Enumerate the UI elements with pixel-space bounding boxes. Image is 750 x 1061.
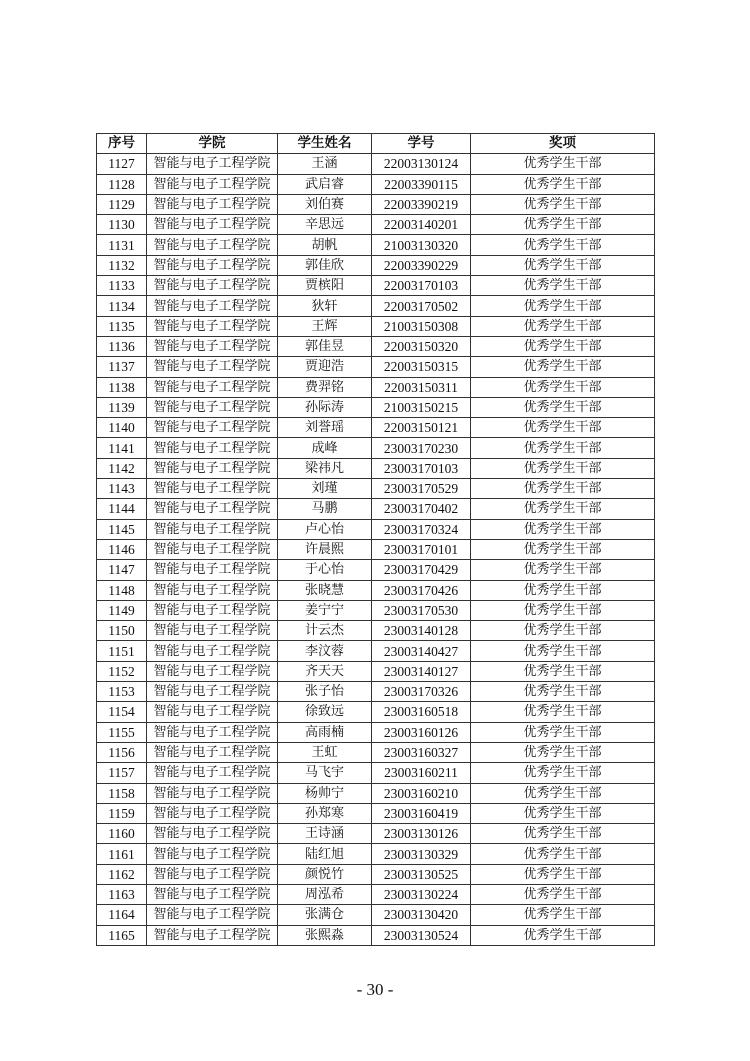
cell-student-name: 梁祎凡 [278,458,372,478]
cell-award: 优秀学生干部 [471,479,655,499]
cell-student-id: 22003390219 [372,194,471,214]
cell-student-name: 陆红旭 [278,844,372,864]
cell-student-name: 高雨楠 [278,722,372,742]
table-row [97,235,655,255]
cell-college: 智能与电子工程学院 [147,377,278,397]
cell-student-name: 于心怡 [278,560,372,580]
cell-college: 智能与电子工程学院 [147,641,278,661]
award-list-table [96,133,655,946]
cell-college: 智能与电子工程学院 [147,783,278,803]
table-row [97,255,655,275]
cell-student-name: 成峰 [278,438,372,458]
cell-student-id: 23003140128 [372,621,471,641]
table-row [97,194,655,214]
table-row [97,479,655,499]
cell-award: 优秀学生干部 [471,255,655,275]
cell-award: 优秀学生干部 [471,174,655,194]
table-row [97,336,655,356]
cell-student-name: 郭佳欣 [278,255,372,275]
cell-award: 优秀学生干部 [471,438,655,458]
cell-index: 1149 [97,600,147,620]
cell-student-id: 22003130124 [372,154,471,174]
cell-index: 1165 [97,925,147,945]
cell-index: 1161 [97,844,147,864]
cell-index: 1131 [97,235,147,255]
cell-student-name: 武启睿 [278,174,372,194]
cell-award: 优秀学生干部 [471,600,655,620]
cell-award: 优秀学生干部 [471,276,655,296]
cell-index: 1140 [97,418,147,438]
cell-award: 优秀学生干部 [471,418,655,438]
cell-college: 智能与电子工程学院 [147,580,278,600]
cell-index: 1144 [97,499,147,519]
table-row [97,560,655,580]
cell-index: 1147 [97,560,147,580]
cell-award: 优秀学生干部 [471,844,655,864]
table-row [97,884,655,904]
cell-college: 智能与电子工程学院 [147,539,278,559]
cell-index: 1133 [97,276,147,296]
header-student-name: 学生姓名 [278,134,372,154]
cell-award: 优秀学生干部 [471,154,655,174]
cell-student-id: 23003170324 [372,519,471,539]
cell-award: 优秀学生干部 [471,783,655,803]
cell-student-id: 22003150320 [372,336,471,356]
table-row [97,418,655,438]
cell-award: 优秀学生干部 [471,397,655,417]
cell-award: 优秀学生干部 [471,905,655,925]
cell-student-name: 张子怡 [278,682,372,702]
cell-student-id: 21003130320 [372,235,471,255]
cell-index: 1127 [97,154,147,174]
cell-award: 优秀学生干部 [471,499,655,519]
cell-college: 智能与电子工程学院 [147,418,278,438]
cell-index: 1152 [97,661,147,681]
table-row [97,377,655,397]
cell-college: 智能与电子工程学院 [147,519,278,539]
cell-index: 1158 [97,783,147,803]
cell-student-id: 21003150215 [372,397,471,417]
cell-student-name: 李汶蓉 [278,641,372,661]
cell-student-id: 23003130525 [372,864,471,884]
table-row [97,296,655,316]
cell-award: 优秀学生干部 [471,925,655,945]
table-row [97,316,655,336]
cell-award: 优秀学生干部 [471,580,655,600]
cell-index: 1145 [97,519,147,539]
cell-index: 1132 [97,255,147,275]
cell-award: 优秀学生干部 [471,641,655,661]
table-row [97,844,655,864]
cell-index: 1130 [97,215,147,235]
cell-student-name: 许晨熙 [278,539,372,559]
table-row [97,905,655,925]
cell-award: 优秀学生干部 [471,519,655,539]
cell-student-id: 22003390115 [372,174,471,194]
table-row [97,824,655,844]
cell-student-name: 贾槟阳 [278,276,372,296]
table-row [97,763,655,783]
table-row [97,742,655,762]
cell-student-id: 23003170326 [372,682,471,702]
table-row [97,864,655,884]
cell-student-id: 23003160419 [372,803,471,823]
table-row [97,154,655,174]
cell-student-id: 23003170529 [372,479,471,499]
cell-student-id: 23003160327 [372,742,471,762]
cell-student-id: 23003170429 [372,560,471,580]
cell-award: 优秀学生干部 [471,621,655,641]
cell-index: 1143 [97,479,147,499]
cell-student-id: 23003160518 [372,702,471,722]
cell-index: 1138 [97,377,147,397]
cell-student-name: 费羿铭 [278,377,372,397]
cell-student-id: 23003140427 [372,641,471,661]
cell-award: 优秀学生干部 [471,722,655,742]
cell-student-id: 23003160126 [372,722,471,742]
cell-index: 1129 [97,194,147,214]
table-row [97,621,655,641]
cell-index: 1157 [97,763,147,783]
cell-award: 优秀学生干部 [471,539,655,559]
cell-student-id: 23003130524 [372,925,471,945]
cell-student-name: 卢心怡 [278,519,372,539]
cell-college: 智能与电子工程学院 [147,357,278,377]
table-row [97,600,655,620]
cell-college: 智能与电子工程学院 [147,276,278,296]
cell-college: 智能与电子工程学院 [147,336,278,356]
cell-college: 智能与电子工程学院 [147,803,278,823]
cell-student-name: 周泓希 [278,884,372,904]
cell-student-id: 23003130126 [372,824,471,844]
cell-index: 1163 [97,884,147,904]
cell-student-id: 22003170502 [372,296,471,316]
cell-award: 优秀学生干部 [471,682,655,702]
table-row [97,499,655,519]
cell-award: 优秀学生干部 [471,884,655,904]
cell-award: 优秀学生干部 [471,702,655,722]
cell-college: 智能与电子工程学院 [147,661,278,681]
cell-college: 智能与电子工程学院 [147,844,278,864]
cell-college: 智能与电子工程学院 [147,235,278,255]
table-row [97,539,655,559]
table-body [97,154,655,946]
table-row [97,580,655,600]
cell-student-name: 王辉 [278,316,372,336]
cell-student-id: 23003170230 [372,438,471,458]
cell-student-id: 22003170103 [372,276,471,296]
cell-student-id: 23003170426 [372,580,471,600]
cell-student-name: 张满仓 [278,905,372,925]
cell-index: 1137 [97,357,147,377]
cell-student-id: 23003130329 [372,844,471,864]
cell-college: 智能与电子工程学院 [147,215,278,235]
cell-college: 智能与电子工程学院 [147,742,278,762]
cell-college: 智能与电子工程学院 [147,316,278,336]
cell-award: 优秀学生干部 [471,824,655,844]
cell-student-name: 张晓慧 [278,580,372,600]
cell-award: 优秀学生干部 [471,215,655,235]
cell-student-id: 21003150308 [372,316,471,336]
page-number: - 30 - [356,980,394,999]
cell-student-name: 孙际涛 [278,397,372,417]
cell-student-name: 张熙淼 [278,925,372,945]
cell-student-id: 23003170101 [372,539,471,559]
cell-award: 优秀学生干部 [471,235,655,255]
table-row [97,458,655,478]
cell-student-name: 狄轩 [278,296,372,316]
cell-college: 智能与电子工程学院 [147,600,278,620]
cell-student-name: 齐天天 [278,661,372,681]
header-index: 序号 [97,134,147,154]
cell-award: 优秀学生干部 [471,560,655,580]
cell-index: 1159 [97,803,147,823]
table-row [97,702,655,722]
cell-student-name: 王涵 [278,154,372,174]
cell-student-name: 徐致远 [278,702,372,722]
cell-student-name: 郭佳昱 [278,336,372,356]
cell-index: 1150 [97,621,147,641]
cell-student-id: 23003130224 [372,884,471,904]
cell-student-id: 23003170530 [372,600,471,620]
cell-index: 1135 [97,316,147,336]
cell-student-id: 23003130420 [372,905,471,925]
table-row [97,357,655,377]
cell-index: 1162 [97,864,147,884]
cell-award: 优秀学生干部 [471,357,655,377]
cell-index: 1148 [97,580,147,600]
cell-student-name: 颜悦竹 [278,864,372,884]
cell-index: 1141 [97,438,147,458]
cell-college: 智能与电子工程学院 [147,560,278,580]
cell-index: 1128 [97,174,147,194]
cell-student-id: 23003140127 [372,661,471,681]
cell-college: 智能与电子工程学院 [147,154,278,174]
cell-award: 优秀学生干部 [471,661,655,681]
cell-student-name: 刘伯赛 [278,194,372,214]
cell-student-name: 辛思远 [278,215,372,235]
cell-college: 智能与电子工程学院 [147,499,278,519]
cell-student-name: 马鹏 [278,499,372,519]
cell-college: 智能与电子工程学院 [147,824,278,844]
cell-index: 1139 [97,397,147,417]
table-row [97,661,655,681]
cell-college: 智能与电子工程学院 [147,397,278,417]
cell-index: 1134 [97,296,147,316]
cell-student-name: 王虹 [278,742,372,762]
cell-college: 智能与电子工程学院 [147,194,278,214]
table-row [97,641,655,661]
header-student-id: 学号 [372,134,471,154]
table-row [97,519,655,539]
cell-student-id: 22003140201 [372,215,471,235]
cell-college: 智能与电子工程学院 [147,864,278,884]
cell-award: 优秀学生干部 [471,803,655,823]
cell-college: 智能与电子工程学院 [147,682,278,702]
table-row [97,803,655,823]
cell-student-name: 刘瑾 [278,479,372,499]
cell-college: 智能与电子工程学院 [147,458,278,478]
cell-college: 智能与电子工程学院 [147,763,278,783]
cell-student-id: 23003160210 [372,783,471,803]
table-row [97,215,655,235]
cell-student-name: 姜宁宁 [278,600,372,620]
cell-award: 优秀学生干部 [471,316,655,336]
cell-award: 优秀学生干部 [471,296,655,316]
table-row [97,783,655,803]
cell-index: 1164 [97,905,147,925]
cell-student-name: 王诗涵 [278,824,372,844]
cell-student-id: 22003150121 [372,418,471,438]
cell-student-id: 23003170402 [372,499,471,519]
table-row [97,397,655,417]
cell-index: 1155 [97,722,147,742]
cell-index: 1142 [97,458,147,478]
table-header-row [97,134,655,154]
cell-index: 1146 [97,539,147,559]
cell-college: 智能与电子工程学院 [147,884,278,904]
cell-student-name: 胡帆 [278,235,372,255]
cell-student-name: 孙郑寒 [278,803,372,823]
cell-student-name: 计云杰 [278,621,372,641]
header-college: 学院 [147,134,278,154]
cell-college: 智能与电子工程学院 [147,702,278,722]
cell-college: 智能与电子工程学院 [147,621,278,641]
cell-student-id: 22003150311 [372,377,471,397]
cell-award: 优秀学生干部 [471,336,655,356]
cell-student-id: 23003160211 [372,763,471,783]
cell-college: 智能与电子工程学院 [147,438,278,458]
cell-college: 智能与电子工程学院 [147,722,278,742]
header-award: 奖项 [471,134,655,154]
cell-student-name: 刘誉瑶 [278,418,372,438]
table-row [97,438,655,458]
cell-college: 智能与电子工程学院 [147,296,278,316]
cell-college: 智能与电子工程学院 [147,174,278,194]
cell-student-name: 杨帅宁 [278,783,372,803]
cell-student-name: 贾迎浩 [278,357,372,377]
cell-college: 智能与电子工程学院 [147,905,278,925]
cell-college: 智能与电子工程学院 [147,925,278,945]
table-row [97,925,655,945]
cell-award: 优秀学生干部 [471,194,655,214]
cell-award: 优秀学生干部 [471,742,655,762]
cell-index: 1153 [97,682,147,702]
table-row [97,174,655,194]
table-row [97,276,655,296]
cell-student-id: 22003390229 [372,255,471,275]
cell-award: 优秀学生干部 [471,458,655,478]
cell-index: 1154 [97,702,147,722]
table-row [97,722,655,742]
cell-college: 智能与电子工程学院 [147,479,278,499]
cell-index: 1136 [97,336,147,356]
cell-index: 1156 [97,742,147,762]
cell-index: 1151 [97,641,147,661]
cell-student-id: 23003170103 [372,458,471,478]
cell-college: 智能与电子工程学院 [147,255,278,275]
cell-award: 优秀学生干部 [471,864,655,884]
cell-student-name: 马飞宇 [278,763,372,783]
table-row [97,682,655,702]
cell-index: 1160 [97,824,147,844]
cell-award: 优秀学生干部 [471,763,655,783]
cell-student-id: 22003150315 [372,357,471,377]
cell-award: 优秀学生干部 [471,377,655,397]
